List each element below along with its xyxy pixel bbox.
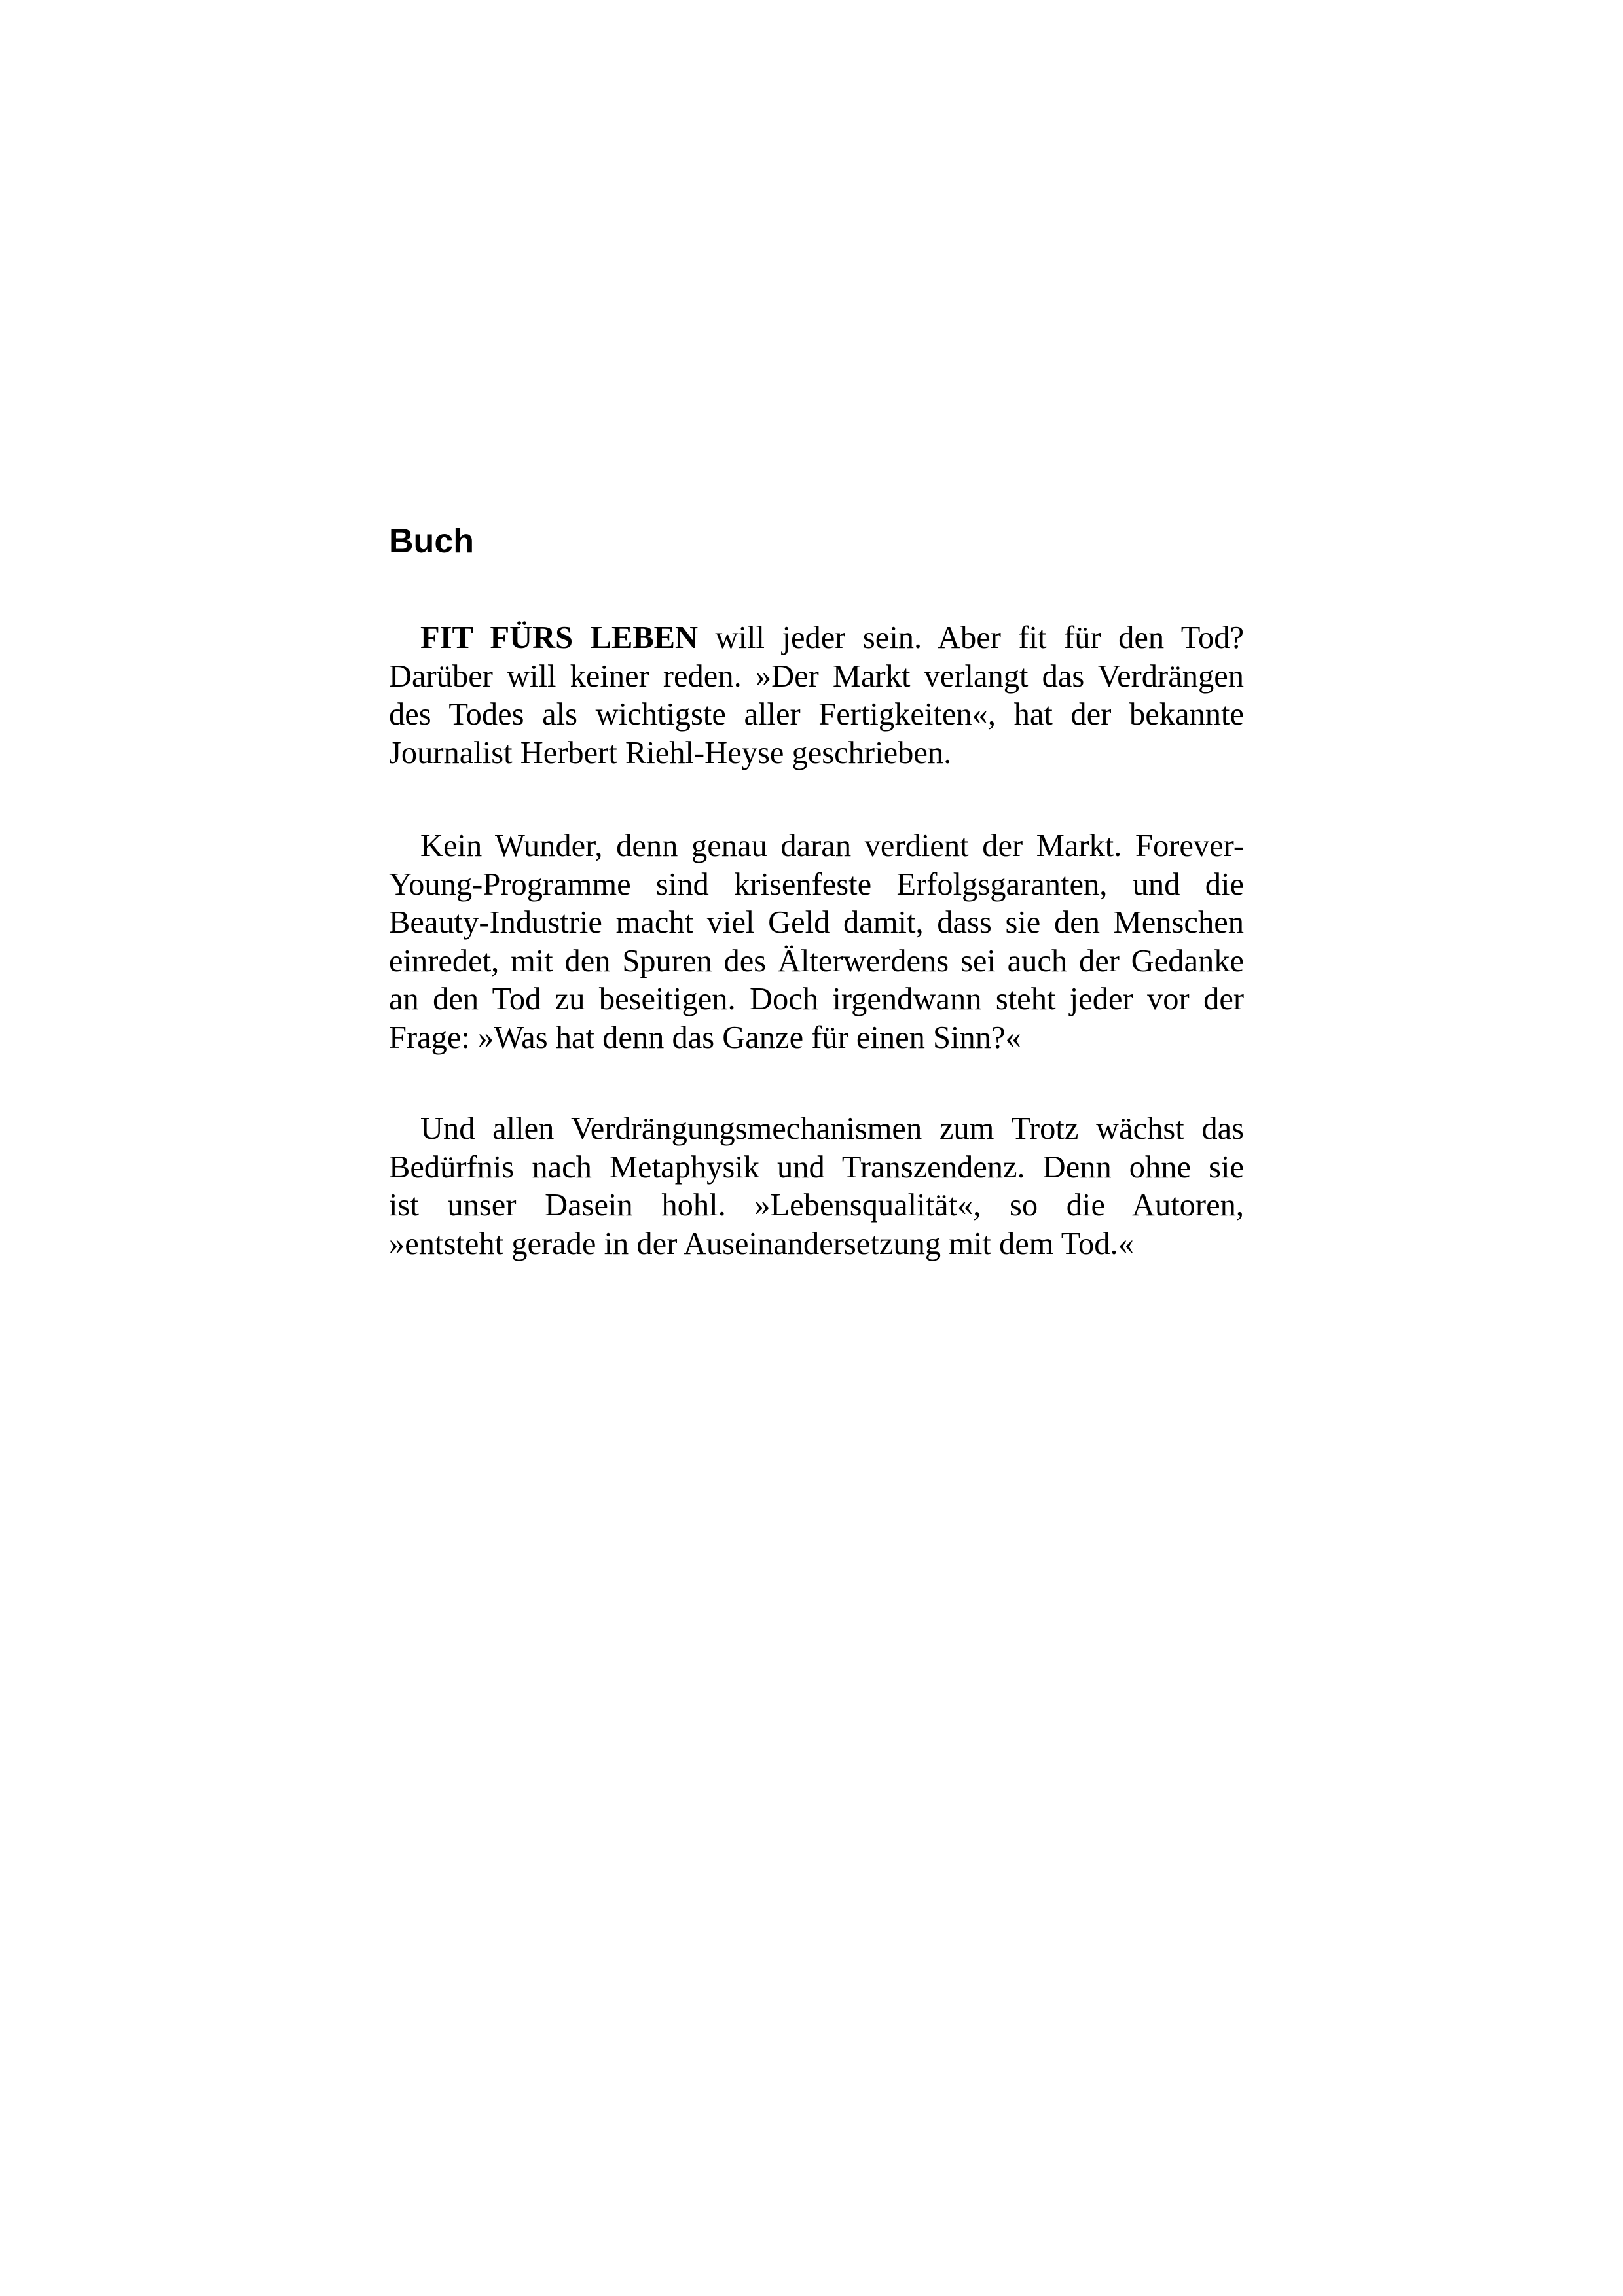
paragraph-1	[389, 619, 1244, 772]
text-line: Und allen Verdrängungsmechanismen zum Trotz wächst das	[420, 1111, 1244, 1146]
paragraph-2	[389, 827, 1244, 1057]
text-line: Kein Wunder, denn genau daran verdient der Markt. Forever-	[420, 829, 1244, 863]
text-line: des Todes als wichtigste aller Fertigkeiten«, hat der bekannte	[389, 697, 1244, 732]
text-line	[389, 619, 1244, 658]
text-line: Bedürfnis nach Metaphysik und Transzendenz. Denn ohne sie	[389, 1149, 1244, 1185]
text-line: an den Tod zu beseitigen. Doch irgendwann steht jeder vor der	[389, 982, 1244, 1016]
paragraph-3	[389, 1110, 1244, 1263]
lead-phrase: FIT FÜRS LEBEN	[420, 620, 699, 655]
text-line: Frage: »Was hat denn das Ganze für einen Sinn?«	[389, 1020, 1021, 1055]
text-line: Darüber will keiner reden. »Der Markt verlangt das Verdrängen	[389, 658, 1244, 694]
text-line: Young-Programme sind krisenfeste Erfolgsgaranten, und die	[389, 867, 1244, 902]
text-line: Beauty-Industrie macht viel Geld damit, dass sie den Menschen	[389, 905, 1244, 940]
text-line: einredet, mit den Spuren des Älterwerdens sei auch der Gedanke	[389, 943, 1244, 978]
text-line: Journalist Herbert Riehl-Heyse geschrieben.	[389, 735, 952, 770]
text-line: ist unser Dasein hohl. »Lebensqualität«, so die Autoren,	[389, 1188, 1244, 1223]
text-line: »entsteht gerade in der Auseinandersetzung mit dem Tod.«	[389, 1226, 1134, 1261]
section-heading: Buch	[389, 522, 474, 560]
text-line-content: will jeder sein. Aber fit für den Tod?	[715, 620, 1244, 655]
